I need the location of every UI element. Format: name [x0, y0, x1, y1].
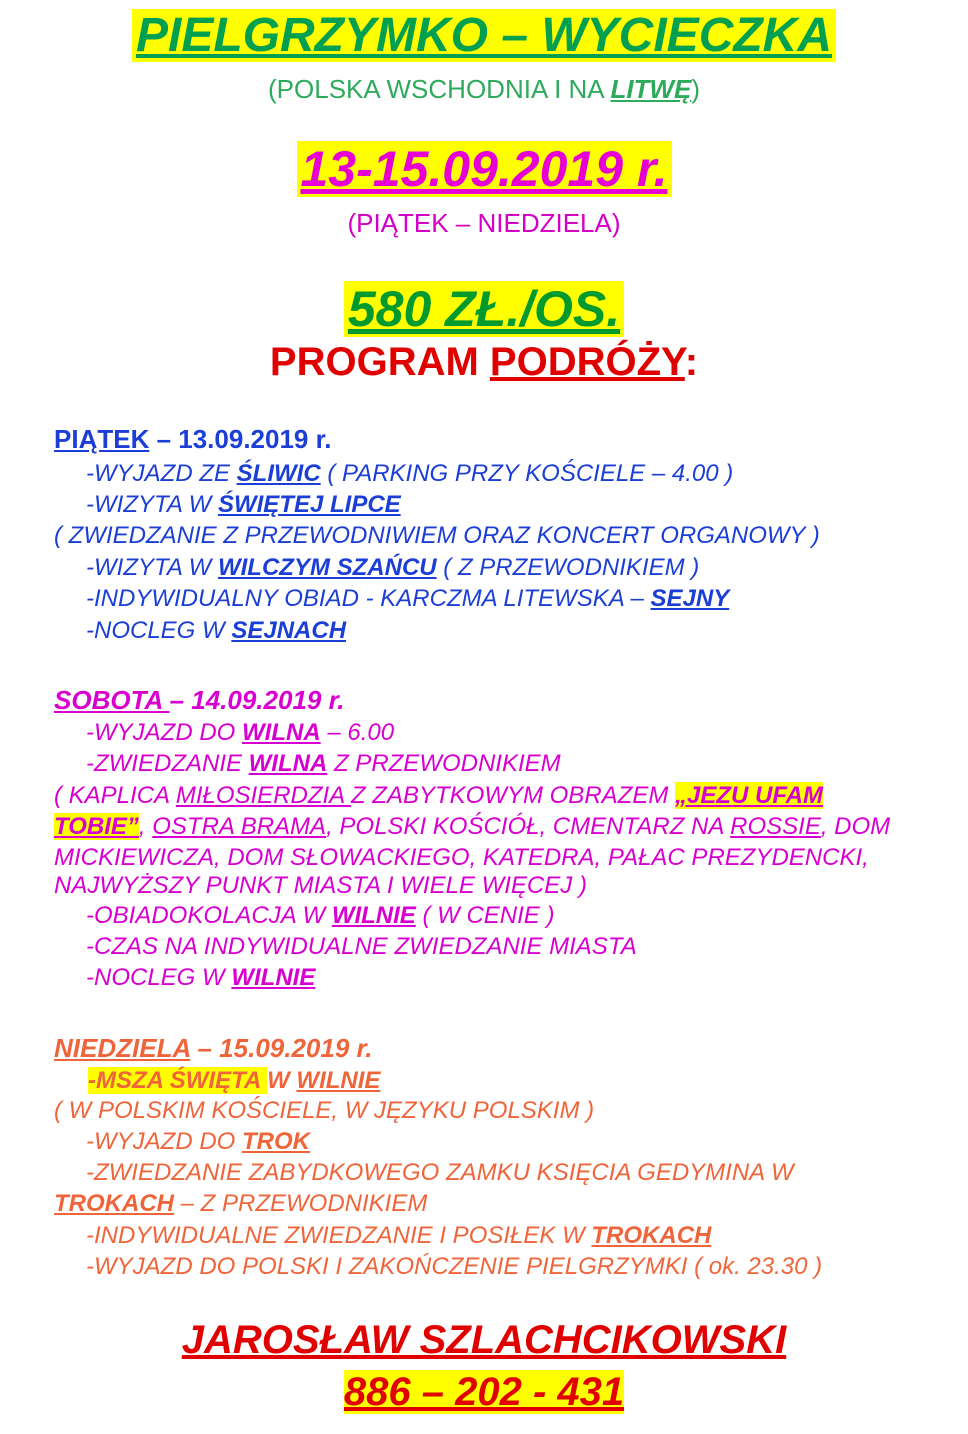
friday-item-1-a: -WYJAZD ZE: [86, 460, 237, 487]
trip-days: (PIĄTEK – NIEDZIELA): [347, 208, 621, 238]
saturday-item-1-a: -WYJAZD DO: [86, 719, 242, 746]
friday-item-4-a: -WIZYTA W: [86, 554, 218, 581]
saturday-item-1-c: – 6.00: [320, 719, 395, 746]
saturday-heading: [54, 685, 345, 716]
saturday-item-7-c: ( W CENIE ): [415, 902, 555, 929]
sunday-item-6: [86, 1222, 711, 1250]
friday-item-6-b: SEJNACH: [231, 617, 347, 644]
saturday-item-9-b: WILNIE: [231, 964, 316, 991]
sunday-item-3: [86, 1128, 310, 1156]
friday-item-4: [86, 554, 699, 582]
title-text: PIELGRZYMKO – WYCIECZKA: [132, 9, 836, 62]
friday-item-1-b: ŚLIWIC: [236, 460, 321, 487]
saturday-item-1: [86, 719, 394, 747]
saturday-day: SOBOTA: [54, 685, 170, 715]
friday-item-4-b: WILCZYM SZAŃCU: [217, 554, 437, 581]
friday-item-2-a: -WIZYTA W: [86, 491, 218, 518]
sunday-item-5-a: TROKACH: [54, 1190, 174, 1217]
sunday-item-6-a: -INDYWIDUALNE ZWIEDZANIE I POSIŁEK W: [86, 1222, 592, 1249]
program-travel-word: PODRÓŻY: [489, 340, 685, 384]
friday-item-1: [86, 460, 733, 488]
program-heading: [0, 340, 968, 385]
friday-heading: [54, 424, 332, 455]
subtitle-lithuania: LITWĘ: [610, 74, 692, 104]
friday-item-2-b: ŚWIĘTEJ LIPCE: [217, 491, 401, 518]
saturday-item-9-a: -NOCLEG W: [86, 964, 232, 991]
saturday-item-5: MICKIEWICZA, DOM SŁOWACKIEGO, KATEDRA, PAŁAC PREZYDENCKI,: [54, 844, 869, 871]
trip-dates: [0, 140, 968, 198]
trip-dates-text: 13-15.09.2019 r.: [297, 141, 672, 197]
sunday-item-1-c: W: [267, 1067, 297, 1094]
sunday-item-1: [88, 1067, 380, 1095]
friday-item-1-c: ( PARKING PRZY KOŚCIELE – 4.00 ): [320, 460, 734, 487]
contact-name-text: JAROSŁAW SZLACHCIKOWSKI: [181, 1318, 787, 1362]
friday-item-6-a: -NOCLEG W: [86, 617, 232, 644]
saturday-item-2-c: Z PRZEWODNIKIEM: [327, 750, 561, 777]
friday-item-6: [86, 617, 346, 645]
program-word: PROGRAM: [269, 340, 490, 384]
price: [0, 280, 968, 338]
friday-item-3: ( ZWIEDZANIE Z PRZEWODNIWIEM ORAZ KONCERT ORGANOWY ): [54, 522, 820, 549]
sunday-item-6-b: TROKACH: [591, 1222, 712, 1249]
sunday-item-5-b: – Z PRZEWODNIKIEM: [174, 1190, 428, 1217]
friday-item-5-b: SEJNY: [650, 585, 730, 612]
sunday-item-3-a: -WYJAZD DO: [86, 1128, 242, 1155]
saturday-item-7-a: -OBIADOKOLACJA W: [86, 902, 332, 929]
saturday-item-4-e: ROSSIE: [730, 813, 821, 840]
contact-phone: [0, 1370, 968, 1415]
sunday-item-5: [54, 1190, 427, 1218]
friday-item-5-a: -INDYWIDUALNY OBIAD - KARCZMA LITEWSKA –: [86, 585, 651, 612]
sunday-item-4: -ZWIEDZANIE ZABYDKOWEGO ZAMKU KSIĘCIA GEDYMINA W: [86, 1159, 794, 1186]
saturday-item-3-b: MIŁOSIERDZIA: [175, 782, 351, 809]
saturday-item-4-d: , POLSKI KOŚCIÓŁ, CMENTARZ NA: [326, 813, 731, 840]
program-colon: :: [684, 340, 699, 384]
subtitle-prefix: (POLSKA WSCHODNIA I NA: [268, 74, 611, 104]
saturday-item-4: [54, 813, 890, 841]
saturday-date: – 14.09.2019 r.: [169, 685, 345, 715]
friday-day: PIĄTEK: [54, 424, 150, 454]
saturday-item-4-a: TOBIE”: [54, 813, 139, 840]
sunday-item-7: -WYJAZD DO POLSKI I ZAKOŃCZENIE PIELGRZYMKI ( ok. 23.30 ): [86, 1253, 823, 1280]
saturday-item-8: -CZAS NA INDYWIDUALNE ZWIEDZANIE MIASTA: [86, 933, 637, 960]
sunday-item-2: ( W POLSKIM KOŚCIELE, W JĘZYKU POLSKIM ): [54, 1097, 595, 1124]
friday-item-5: [86, 585, 729, 613]
saturday-item-4-b: ,: [138, 813, 153, 840]
price-text: 580 ZŁ./OS.: [344, 281, 624, 337]
sunday-heading: [54, 1033, 372, 1064]
saturday-item-2: [86, 750, 561, 778]
saturday-item-7-b: WILNIE: [331, 902, 416, 929]
subtitle-suffix: ): [691, 74, 700, 104]
saturday-item-2-b: WILNA: [248, 750, 328, 777]
saturday-item-3-c: Z ZABYTKOWYM OBRAZEM: [350, 782, 675, 809]
sunday-item-1-a: -: [88, 1067, 96, 1094]
sunday-day: NIEDZIELA: [54, 1033, 191, 1063]
saturday-item-1-b: WILNA: [242, 719, 321, 746]
contact-name: [0, 1318, 968, 1363]
sunday-date: – 15.09.2019 r.: [190, 1033, 373, 1063]
saturday-item-3: [54, 782, 823, 810]
friday-date: – 13.09.2019 r.: [149, 424, 332, 454]
friday-item-4-c: ( Z PRZEWODNIKIEM ): [436, 554, 700, 581]
saturday-item-3-d: „JEZU UFAM: [674, 782, 823, 809]
saturday-item-6: NAJWYŻSZY PUNKT MIASTA I WIELE WIĘCEJ ): [54, 872, 587, 899]
friday-item-2: [86, 491, 401, 519]
saturday-item-4-f: , DOM: [820, 813, 891, 840]
sunday-item-3-b: TROK: [242, 1128, 310, 1155]
subtitle: [0, 74, 968, 105]
contact-phone-text: 886 – 202 - 431: [343, 1370, 625, 1414]
saturday-item-9: [86, 964, 315, 992]
saturday-item-2-a: -ZWIEDZANIE: [86, 750, 249, 777]
saturday-item-4-c: OSTRA BRAMA: [152, 813, 327, 840]
saturday-item-3-a: ( KAPLICA: [54, 782, 176, 809]
sunday-item-1-b: MSZA ŚWIĘTA: [96, 1067, 268, 1094]
title: [0, 8, 968, 63]
sunday-item-1-d: WILNIE: [296, 1067, 381, 1094]
saturday-item-7: [86, 902, 554, 930]
